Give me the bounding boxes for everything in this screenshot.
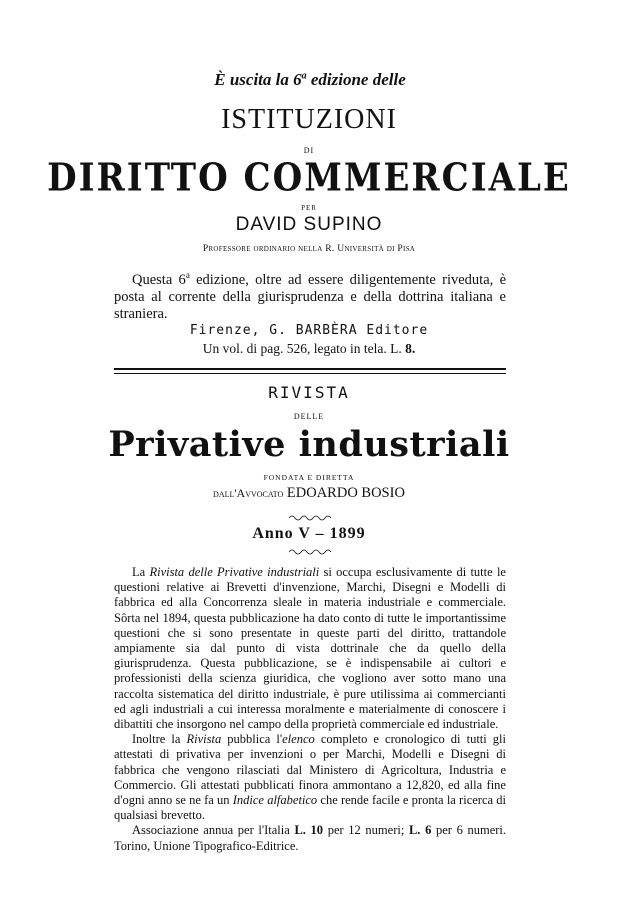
book-title-connector: DI bbox=[303, 146, 315, 155]
book-author-connector: PER bbox=[301, 204, 317, 212]
text-run: per 6 numeri. Torino, Unione Tipografico-Editrice. bbox=[114, 823, 506, 853]
paragraph-contents bbox=[114, 732, 506, 823]
book-subject: DIRITTO COMMERCIALE bbox=[47, 156, 571, 201]
book-price-text: Un vol. di pag. 526, legato in tela. L. bbox=[202, 341, 406, 356]
indice-italic: Indice alfabetico bbox=[232, 793, 318, 808]
journal-name-italic: Rivista bbox=[186, 732, 222, 747]
book-title: ISTITUZIONI bbox=[221, 104, 397, 135]
text-run: completo e cronologico di tutti gli attestati di privativa per invenzioni o per Marchi, Modelli e Disegni di fabbrica che vengono rilasciati dal Ministero di Agricoltura, Industria e Commercio. Gli attestati pubblicati finora ammontano a 12,820, ed alla fine d'ogni anno se ne fa un bbox=[114, 732, 506, 808]
book-publisher: Firenze, G. BARBÈRA Editore bbox=[189, 323, 429, 338]
text-run: pubblica l' bbox=[221, 732, 283, 747]
journal-title: Privative industriali bbox=[108, 424, 510, 465]
book-description-ordinal: a bbox=[185, 270, 190, 280]
announcement-ordinal: a bbox=[301, 70, 307, 82]
text-run: La bbox=[132, 565, 150, 579]
text-run: per 12 numeri; bbox=[323, 823, 409, 838]
subscription-price-annual: L. 10 bbox=[294, 823, 324, 838]
book-description-lead: Questa 6 bbox=[132, 271, 186, 288]
journal-founded-by: FONDATA E DIRETTA bbox=[263, 473, 355, 482]
paragraph-overview bbox=[114, 565, 506, 732]
book-author-affiliation: Professore ordinario nella R. Università di Pisa bbox=[202, 244, 416, 254]
elenco-italic: elenco bbox=[282, 732, 315, 747]
book-description bbox=[114, 267, 506, 323]
journal-name-italic: Rivista delle Privative industriali bbox=[149, 565, 320, 579]
book-description-rest: edizione, oltre ad essere diligentemente riveduta, è posta al corrente della giurisprudenza e della dottrina italiana e straniera. bbox=[114, 271, 507, 322]
journal-year: Anno V – 1899 bbox=[252, 525, 366, 542]
journal-editor-name: EDOARDO BOSIO bbox=[283, 485, 405, 501]
journal-label-connector: DELLE bbox=[293, 412, 325, 421]
paragraph-subscription bbox=[114, 823, 506, 853]
ornament-wave-top bbox=[0, 513, 618, 521]
text-run: si occupa esclusivamente di tutte le questioni relative ai Brevetti d'invenzione, Marchi, Disegni e Modelli di fabbrica ed alla Concorrenza sleale in materia industriale e commerciale. Sôrta nel 1894, questa pubblicazione ha dato conto di tutte le importantissime questioni che si sono presentate in queste parti del diritto, trattandole ampiamente sia dal punto di vista dottrinale che da quello della giurisprudenza. Questa pubblicazione, se è indispensabile ai cultori e professionisti della scienza giuridica, che vogliono aver sotto mano una raccolta sistematica del diritto industriale, è pure utilissima ai commercianti ed agli industriali a cui interessa moralmente e materialmente di conoscere i dibattiti che insorgono nel campo della proprietà commerciale ed industriale. bbox=[114, 565, 506, 732]
announcement-prefix: È uscita la 6 bbox=[214, 70, 302, 89]
subscription-price-half: L. 6 bbox=[408, 823, 432, 838]
section-divider bbox=[114, 368, 506, 374]
journal-label: RIVISTA bbox=[268, 383, 350, 402]
journal-description bbox=[114, 565, 506, 854]
ornament-wave-bottom bbox=[0, 548, 618, 556]
text-run: Inoltre la bbox=[132, 732, 187, 747]
book-author: DAVID SUPINO bbox=[235, 214, 383, 235]
new-edition-announcement bbox=[110, 70, 510, 90]
text-run: che rende facile e pronta la ricerca di qualsiasi brevetto. bbox=[114, 793, 506, 823]
text-run: Associazione annua per l'Italia bbox=[132, 823, 295, 838]
book-price-line bbox=[0, 341, 618, 357]
journal-editor-prefix: dall'Avvocato bbox=[213, 486, 284, 500]
journal-editor bbox=[0, 485, 618, 502]
book-price-value: 8. bbox=[405, 341, 416, 356]
announcement-suffix: edizione delle bbox=[306, 70, 406, 89]
